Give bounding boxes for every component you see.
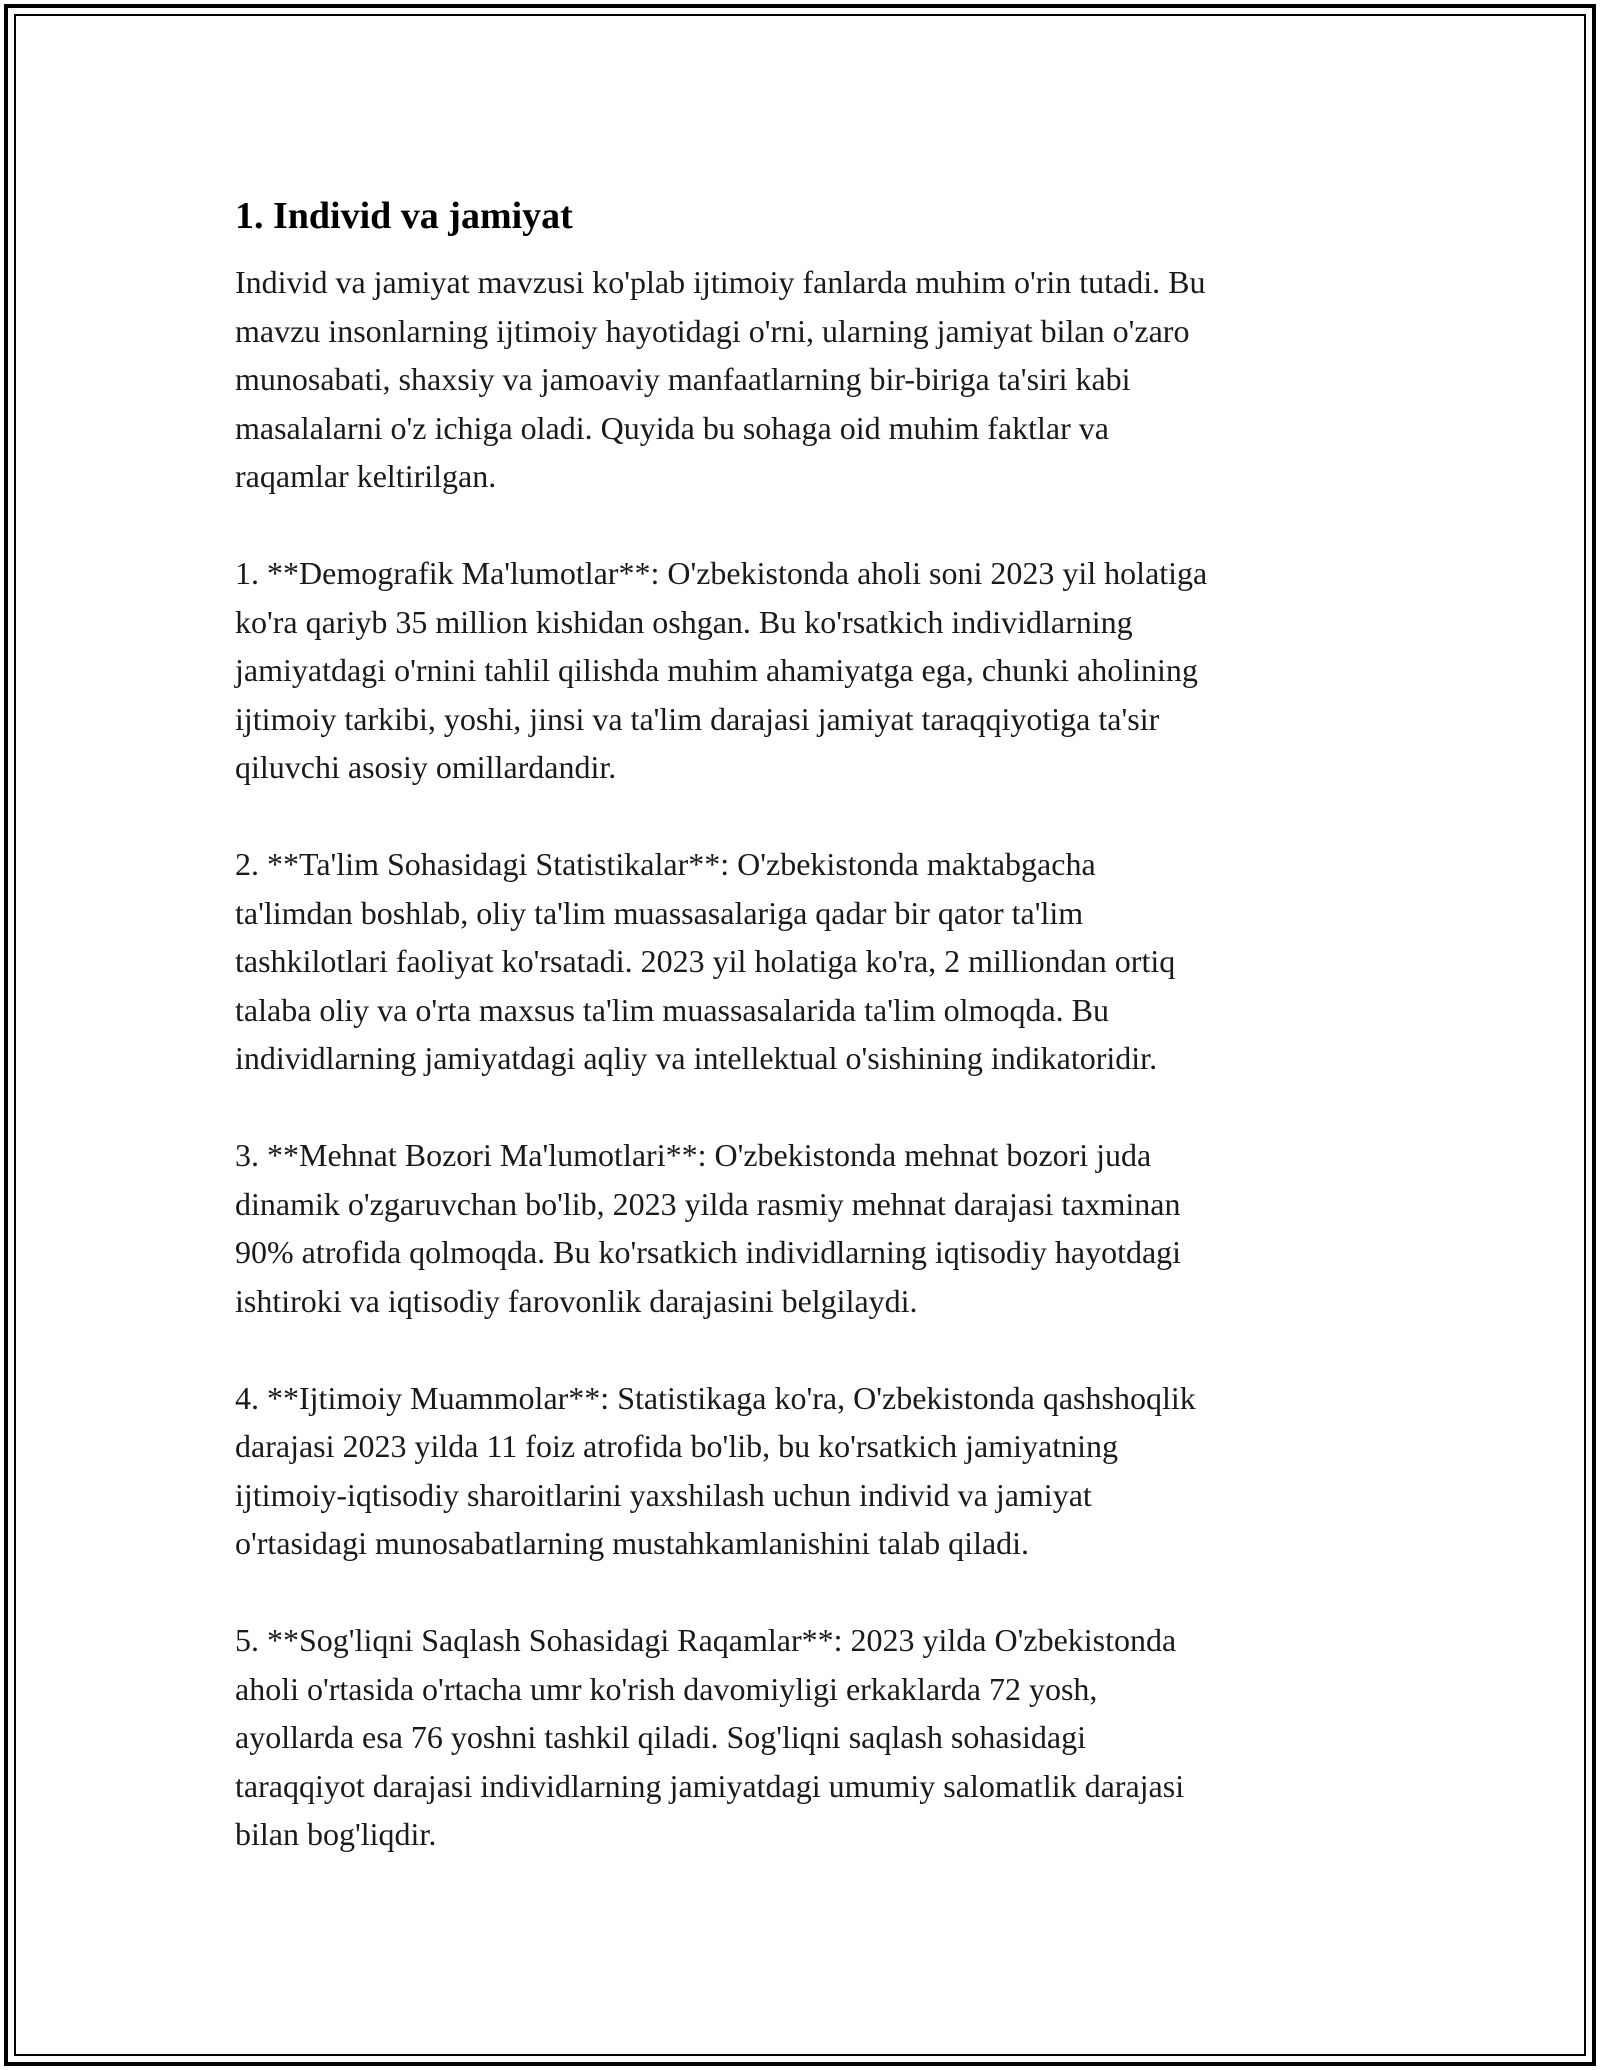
section-heading: 1. Individ va jamiyat [235,195,573,237]
intro-paragraph: Individ va jamiyat mavzusi ko'plab ijtimoiy fanlarda muhim o'rin tutadi. Bu mavzu insonlarning ijtimoiy hayotidagi o'rni, ularning jamiyat bilan o'zaro munosabati, shaxsiy va jamoaviy manfaatlarning bir-biriga ta'siri kabi masalalarni o'z ichiga oladi. Quyida bu sohaga oid muhim faktlar va raqamlar keltirilgan. [235,264,1206,494]
document-body [235,186,1370,1859]
list-item-healthcare: 5. **Sog'liqni Saqlash Sohasidagi Raqamlar**: 2023 yilda O'zbekistonda aholi o'rtasida o'rtacha umr ko'rish davomiyligi erkaklarda 72 yosh, ayollarda esa 76 yoshni tashkil qiladi. Sog'liqni saqlash sohasidagi taraqqiyot darajasi individlarning jamiyatdagi umumiy salomatlik darajasi bilan bog'liqdir. [235,1622,1185,1852]
list-item-education: 2. **Ta'lim Sohasidagi Statistikalar**: O'zbekistonda maktabgacha ta'limdan boshlab, oliy ta'lim muassasalariga qadar bir qator ta'lim tashkilotlari faoliyat ko'rsatadi. 2023 yil holatiga ko'ra, 2 milliondan ortiq talaba oliy va o'rta maxsus ta'lim muassasalarida ta'lim olmoqda. Bu individlarning jamiyatdagi aqliy va intellektual o'sishining indikatoridir. [235,846,1176,1076]
list-item-demographics: 1. **Demografik Ma'lumotlar**: O'zbekistonda aholi soni 2023 yil holatiga ko'ra qariyb 35 million kishidan oshgan. Bu ko'rsatkich individlarning jamiyatdagi o'rnini tahlil qilishda muhim ahamiyatga ega, chunki aholining ijtimoiy tarkibi, yoshi, jinsi va ta'lim darajasi jamiyat taraqqiyotiga ta'sir qiluvchi asosiy omillardandir. [235,555,1208,785]
list-item-social-problems: 4. **Ijtimoiy Muammolar**: Statistikaga ko'ra, O'zbekistonda qashshoqlik darajasi 2023 yilda 11 foiz atrofida bo'lib, bu ko'rsatkich jamiyatning ijtimoiy-iqtisodiy sharoitlarini yaxshilash uchun individ va jamiyat o'rtasidagi munosabatlarning mustahkamlanishini talab qiladi. [235,1379,1196,1561]
list-item-labor-market: 3. **Mehnat Bozori Ma'lumotlari**: O'zbekistonda mehnat bozori juda dinamik o'zgaruvchan bo'lib, 2023 yilda rasmiy mehnat darajasi taxminan 90% atrofida qolmoqda. Bu ko'rsatkich individlarning iqtisodiy hayotdagi ishtiroki va iqtisodiy farovonlik darajasini belgilaydi. [235,1137,1182,1319]
